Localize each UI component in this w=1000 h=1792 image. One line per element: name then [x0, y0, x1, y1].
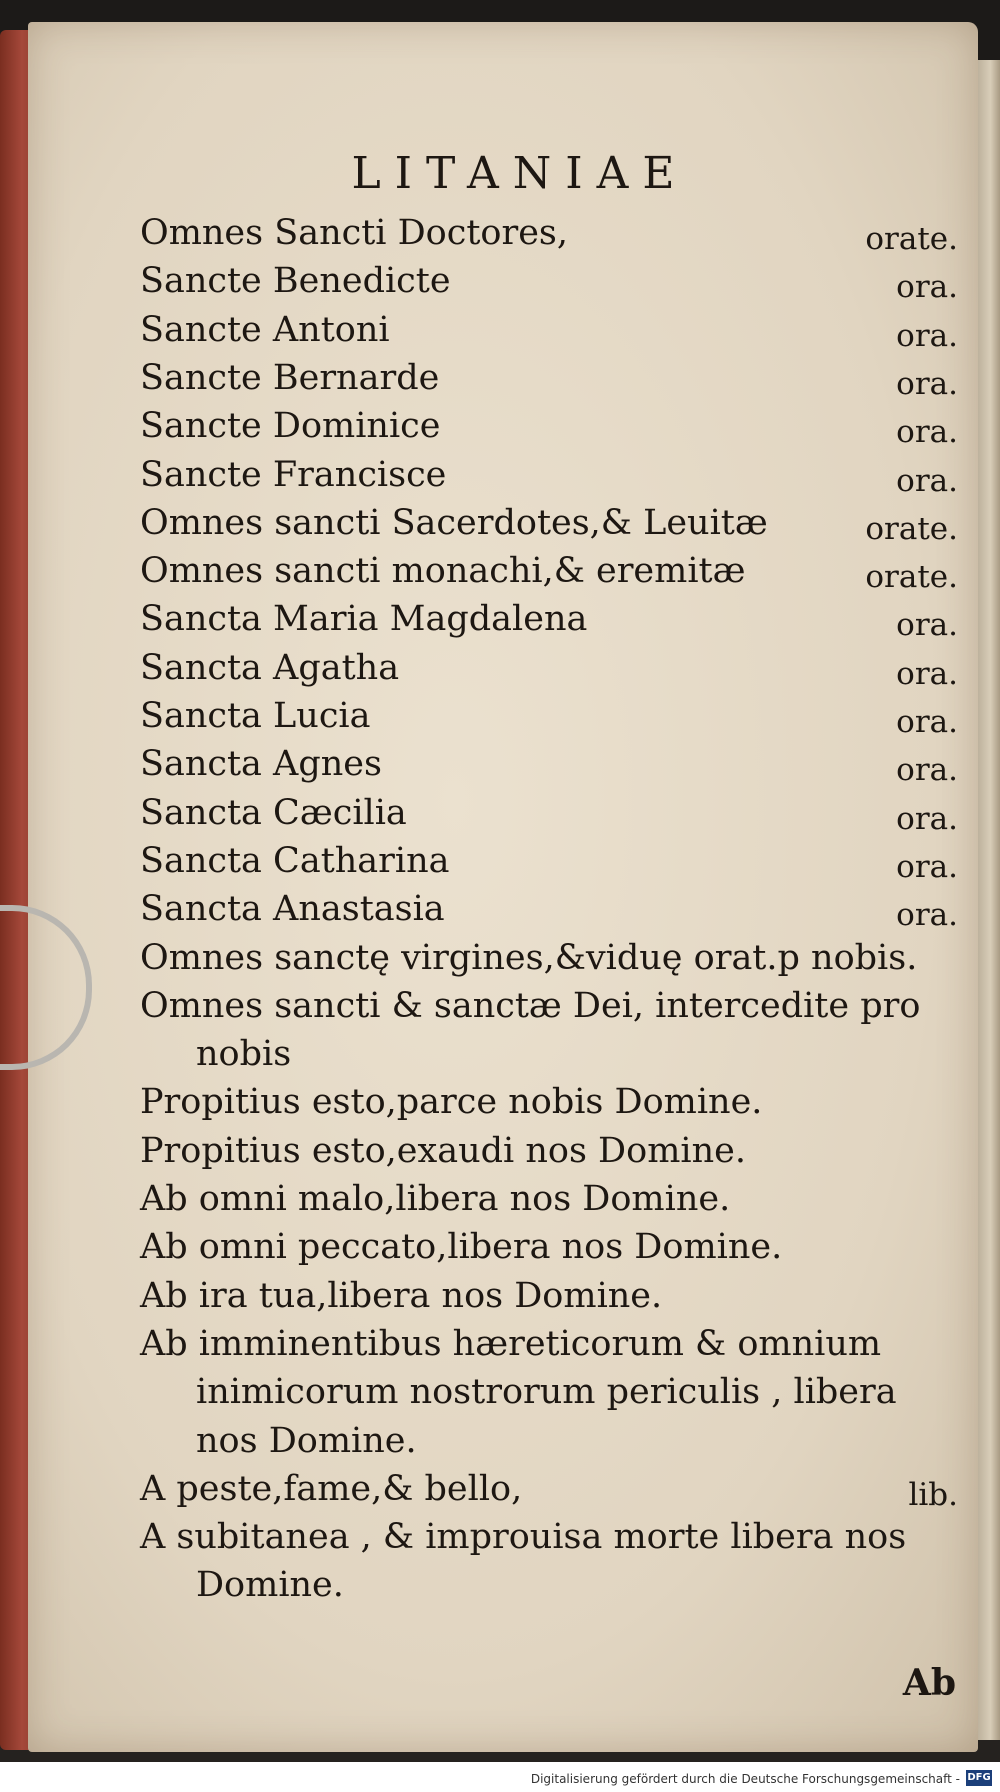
invocation-text: Domine. [196, 1565, 344, 1606]
litany-line [140, 788, 970, 838]
page-header: LITANIAE [351, 148, 689, 199]
litany-line [140, 1560, 970, 1610]
litany-line [140, 1126, 970, 1176]
response-text: ora. [896, 414, 958, 451]
invocation-text: nobis [196, 1034, 292, 1075]
litany-line [140, 1271, 970, 1321]
invocation-text: nos Domine. [196, 1420, 417, 1461]
invocation-text: Sancta Lucia [140, 696, 371, 736]
invocation-text: inimicorum nostrorum periculis , libera [196, 1372, 897, 1413]
dfg-logo: DFG [966, 1770, 992, 1786]
invocation-text: Sancta Anastasia [140, 889, 445, 930]
litany-line [140, 933, 970, 983]
invocation-text: Sancta Cæcilia [140, 792, 407, 833]
invocation-text: Sancta Agnes [140, 744, 382, 785]
invocation-text: Omnes sancti monachi,& eremitæ [140, 551, 746, 592]
response-text: ora. [896, 655, 958, 692]
invocation-text: Omnes sancti & sanctæ Dei, intercedite pro [140, 985, 921, 1026]
litany-line [140, 498, 970, 548]
invocation-text: Sancta Catharina [140, 840, 450, 881]
litany-line [140, 739, 970, 789]
invocation-text: Sancte Benedicte [140, 261, 451, 302]
invocation-text: Sancte Francisce [140, 454, 447, 495]
litany-line [140, 1222, 970, 1272]
litany-line [140, 1174, 970, 1224]
invocation-text: Ab omni peccato,libera nos Domine. [140, 1227, 783, 1268]
invocation-text: Omnes sancti Sacerdotes,& Leuitæ [140, 502, 768, 543]
invocation-text: Sancte Dominice [140, 406, 441, 447]
litany-line [140, 1512, 970, 1562]
invocation-text: Sancta Maria Magdalena [140, 599, 588, 640]
invocation-text: Sancte Bernarde [140, 357, 440, 398]
response-text: ora. [896, 704, 958, 740]
invocation-text: Ab imminentibus hæreticorum & omnium [140, 1323, 882, 1364]
catchword: Ab [902, 1662, 956, 1704]
invocation-text: Sancte Antoni [140, 309, 390, 350]
litany-line [140, 305, 970, 355]
invocation-text: A subitanea , & improuisa morte libera nos [140, 1517, 907, 1558]
litany-line [140, 546, 970, 596]
litany-line [140, 450, 970, 500]
litany-line [140, 208, 970, 258]
litany-line [140, 1029, 970, 1079]
response-text: ora. [896, 848, 958, 885]
response-text: orate. [865, 510, 958, 547]
litany-line [140, 691, 970, 741]
response-text: ora. [896, 269, 958, 306]
litany-line [140, 981, 970, 1031]
response-text: ora. [896, 752, 958, 789]
litany-line [140, 353, 970, 403]
invocation-text: Propitius esto,exaudi nos Domine. [140, 1130, 746, 1171]
response-text: ora. [896, 365, 958, 402]
litany-line [140, 1416, 970, 1466]
response-text: orate. [865, 559, 958, 596]
invocation-text: Sancta Agatha [140, 647, 400, 688]
invocation-text: Ab ira tua,libera nos Domine. [140, 1275, 663, 1316]
response-text: orate. [865, 221, 958, 257]
litany-line [140, 884, 970, 934]
litany-line [140, 1077, 970, 1127]
response-text: ora. [896, 607, 958, 644]
litany-line [140, 1464, 970, 1514]
footer-credit: Digitalisierung gefördert durch die Deutsche Forschungsgemeinschaft - [530, 1772, 960, 1786]
invocation-text: Omnes sanctę virgines,&viduę orat.p nobis. [140, 937, 918, 978]
litany-line [140, 836, 970, 886]
litany-line [140, 1367, 970, 1417]
response-text: ora. [896, 897, 958, 934]
litany-line [140, 1319, 970, 1369]
response-text: ora. [896, 317, 958, 354]
invocation-text: Propitius esto,parce nobis Domine. [140, 1082, 763, 1123]
litany-line [140, 401, 970, 451]
footer-bar [0, 1762, 1000, 1792]
response-text: ora. [896, 462, 958, 499]
invocation-text: Ab omni malo,libera nos Domine. [140, 1179, 731, 1219]
invocation-text: Omnes Sancti Doctores, [140, 213, 568, 253]
response-text: lib. [908, 1476, 958, 1513]
invocation-text: A peste,fame,& bello, [140, 1468, 523, 1509]
litany-line [140, 594, 970, 644]
response-text: ora. [896, 800, 958, 837]
litany-line [140, 256, 970, 306]
litany-line [140, 643, 970, 693]
